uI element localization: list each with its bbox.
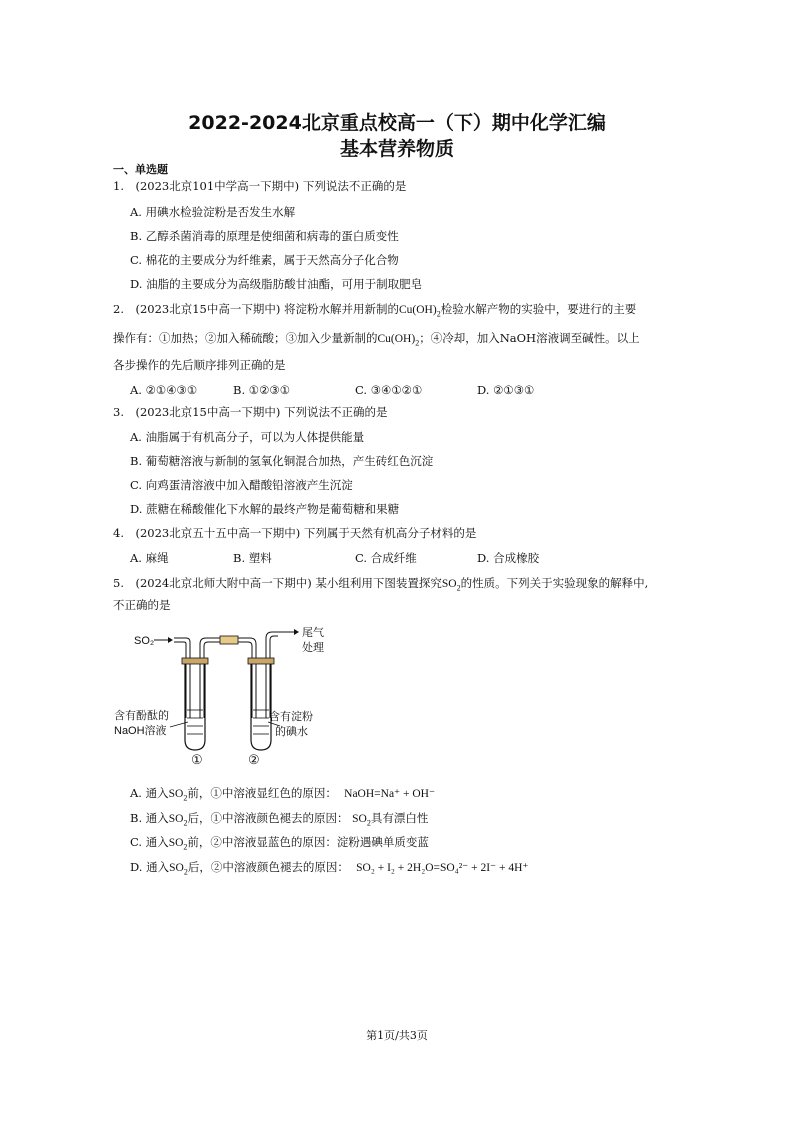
outlet-arrow-head <box>294 629 299 635</box>
q2-options-row <box>130 382 690 398</box>
q4-option-b: B. 塑料 <box>233 551 272 565</box>
right-tube-label-1: 含有淀粉 <box>269 711 313 723</box>
question-3-stem: 3. (2023北京15中高一下期中) 下列说法不正确的是 <box>113 405 388 419</box>
q5-option-c: C. 通入$SO_2$前，②中溶液显蓝色的原因：淀粉遇碘单质变蓝 <box>130 835 429 852</box>
apparatus-diagram <box>112 622 352 772</box>
question-2-line-2: 操作有：①加热；②加入稀硫酸；③加入少量新制的$Cu(OH)_2$；④冷却，加入NaOH溶液调至碱性。以上 <box>113 331 640 348</box>
q5-option-b: B. 通入$SO_2$后，①中溶液颜色褪去的原因： $SO_2$具有漂白性 <box>130 811 429 828</box>
left-tube-label-2: NaOH溶液 <box>114 725 167 737</box>
liquid-level-lines <box>187 710 269 734</box>
page-subtitle: 基本营养物质 <box>339 138 454 160</box>
question-2-line-3: 各步操作的先后顺序排列正确的是 <box>113 358 286 372</box>
q1-option-d: D. 油脂的主要成分为高级脂肪酸甘油酯，可用于制取肥皂 <box>130 277 423 291</box>
stopper-2 <box>248 658 274 664</box>
equation-d: SO₂ + I₂ + 2H₂O=SO₄²⁻ + 2I⁻ + 4H⁺ <box>356 862 529 874</box>
q3-option-d: D. 蔗糖在稀酸催化下水解的最终产物是葡萄糖和果糖 <box>130 502 400 516</box>
q3-option-b: B. 葡萄糖溶液与新制的氢氧化铜混合加热，产生砖红色沉淀 <box>130 454 434 468</box>
q4-option-c: C. 合成纤维 <box>355 551 417 565</box>
rubber-connector <box>220 636 238 644</box>
question-5-line-2: 不正确的是 <box>113 598 171 612</box>
exhaust-label-1: 尾气 <box>302 627 324 639</box>
connecting-tube-outer <box>200 638 256 718</box>
q2-option-d: D. ②①③① <box>477 383 535 397</box>
question-5-stem: 5. (2024北京北师大附中高一下期中) 某小组利用下图装置探究$SO_2$的性质。下列关于实验现象的解释中, <box>113 576 649 593</box>
right-tube-label-2: 的碘水 <box>275 726 308 738</box>
connecting-tube-inner <box>204 642 252 718</box>
so2-formula: $SO_2$ <box>441 578 461 593</box>
q5-option-a: A. 通入$SO_2$前，①中溶液显红色的原因： NaOH=Na⁺ + OH⁻ <box>130 786 436 803</box>
q4-options-row <box>130 550 690 566</box>
page-title: 2022-2024北京重点校高一（下）期中化学汇编 <box>188 112 606 134</box>
question-1-stem: 1. (2023北京101中学高一下期中) 下列说法不正确的是 <box>113 179 407 193</box>
test-tube-1 <box>185 664 205 750</box>
q2-option-c: C. ③④①②① <box>355 383 423 397</box>
tube-2-label: ② <box>248 752 260 767</box>
q1-option-a: A. 用碘水检验淀粉是否发生水解 <box>130 205 296 219</box>
q1-option-c: C. 棉花的主要成分为纤维素，属于天然高分子化合物 <box>130 253 399 267</box>
cu-oh-formula: $Cu(OH)_2$ <box>399 304 441 319</box>
section-heading: 一、单选题 <box>113 163 168 176</box>
q2-option-a: A. ②①④③① <box>130 383 198 397</box>
q1-option-b: B. 乙醇杀菌消毒的原理是使细菌和病毒的蛋白质变性 <box>130 229 399 243</box>
q3-option-a: A. 油脂属于有机高分子，可以为人体提供能量 <box>130 430 365 444</box>
cu-oh-formula: $Cu(OH)_2$ <box>377 333 420 348</box>
test-tube-2 <box>251 664 271 750</box>
stopper-1 <box>182 658 208 664</box>
exhaust-label-2: 处理 <box>302 642 324 654</box>
so2-inlet-label: SO₂ <box>134 635 155 647</box>
left-tube-label-1: 含有酚酞的 <box>114 710 169 722</box>
page-footer: 第1页/共3页 <box>366 1029 428 1042</box>
inlet-arrow-head <box>168 637 173 643</box>
q2-option-b: B. ①②③① <box>233 383 291 397</box>
inlet-glass-tube <box>174 638 190 718</box>
equation-a: NaOH=Na⁺ + OH⁻ <box>344 788 436 800</box>
q3-option-c: C. 向鸡蛋清溶液中加入醋酸铅溶液产生沉淀 <box>130 478 353 492</box>
question-2-stem: 2. (2023北京15中高一下期中) 将淀粉水解并用新制的$Cu(OH)_2$检验水解产物的实验中，要进行的主要 <box>113 302 637 319</box>
tube-1-label: ① <box>191 752 203 767</box>
q4-option-d: D. 合成橡胶 <box>477 551 540 565</box>
q5-option-d: D. 通入$SO_2$后，②中溶液颜色褪去的原因： SO₂ + I₂ + 2H₂O=SO₄²⁻ + 2I⁻ + 4H⁺ <box>130 860 529 877</box>
outlet-glass-tube <box>266 632 278 718</box>
q4-option-a: A. 麻绳 <box>130 551 169 565</box>
question-4-stem: 4. (2023北京五十五中高一下期中) 下列属于天然有机高分子材料的是 <box>113 526 477 540</box>
